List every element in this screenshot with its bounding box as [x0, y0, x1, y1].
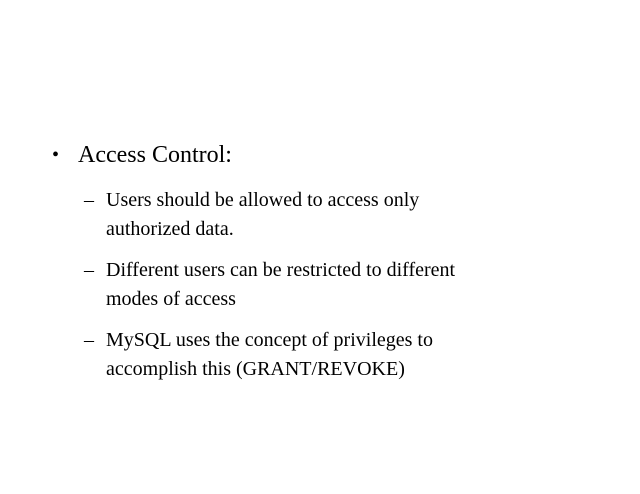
- bullet-heading: Access Control:: [78, 142, 232, 168]
- bullet-icon: •: [52, 144, 60, 166]
- sub-bullet-list: [84, 186, 604, 396]
- dash-icon: –: [84, 259, 94, 281]
- dash-icon: –: [84, 329, 94, 351]
- dash-icon: –: [84, 189, 94, 211]
- sub-bullet-text: Different users can be restricted to different modes of access: [106, 259, 456, 310]
- sub-bullet-text: Users should be allowed to access only authorized data.: [106, 189, 420, 240]
- sub-bullet-item: [84, 256, 604, 314]
- sub-bullet-item: [84, 326, 604, 384]
- sub-bullet-item: [84, 186, 604, 244]
- sub-bullet-text: MySQL uses the concept of privileges to accomplish this (GRANT/REVOKE): [106, 329, 433, 380]
- main-bullet: [52, 141, 232, 169]
